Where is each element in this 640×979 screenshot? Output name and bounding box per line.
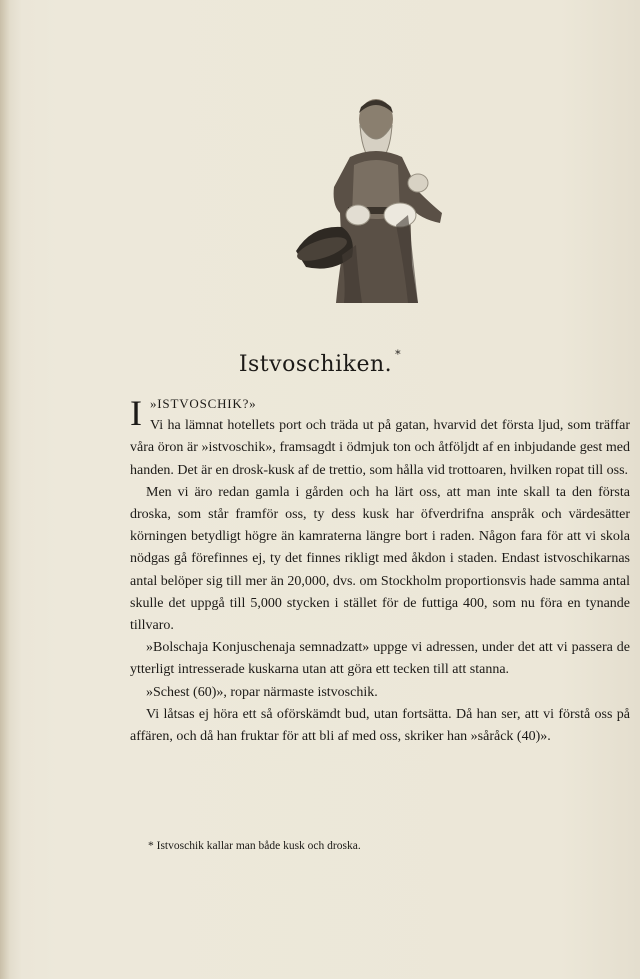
- footnote: * Istvoschik kallar man både kusk och droska.: [148, 840, 361, 852]
- coachman-illustration: [292, 95, 444, 307]
- paragraph: Men vi äro redan gamla i gården och ha lärt oss, att man inte skall ta den första droska, som står framför oss, ty dess kusk har öfverdrifna anspråk och värdesätter körningen betydligt högre än kamraterna längre bort i raden. Någon fara för att vi skola nödgas gå förefinnes ej, ty det finnes rikligt med åkdon i staden. Endast istvoschikarnas antal belöper sig till mer än 20,000, dvs. om Stockholm proportionsvis hade samma antal skulle det uppgå till 5,000 stycken i stället för de futtiga 400, som nu föra en tynande tillvaro.: [130, 484, 630, 634]
- paragraph: Vi låtsas ej höra ett så oförskämdt bud, utan fortsätta. Då han ser, att vi förstå oss på affären, och då han fruktar för att bli af med oss, skriker han »såråck (40)».: [130, 706, 630, 745]
- paragraph: »Bolschaja Konjuschenaja semnadzatt» uppge vi adressen, under det att vi passera de ytterligt intresserade kuskarna utan att göra ett tecken till att stanna.: [130, 640, 630, 678]
- paragraph: Vi ha lämnat hotellets port och träda ut på gatan, hvarvid det första ljud, som träffar våra öron är »istvoschik», framsagdt i ödmjuk ton och åtföljdt af en inbjudande gest med handen. Det är en drosk-kusk af de trettio, som hålla vid trottoaren, hvilken ropat till oss.: [130, 418, 630, 478]
- opening-line: »ISTVOSCHIK?»: [150, 396, 257, 411]
- chapter-title-text: Istvoschiken.: [238, 352, 393, 377]
- footnote-marker: *: [395, 348, 402, 361]
- chapter-title: [0, 348, 640, 384]
- body-text: [130, 393, 630, 748]
- page-spine-shadow: [0, 0, 10, 979]
- drop-cap: I: [130, 393, 142, 433]
- paragraph: »Schest (60)», ropar närmaste istvoschik.: [146, 684, 378, 700]
